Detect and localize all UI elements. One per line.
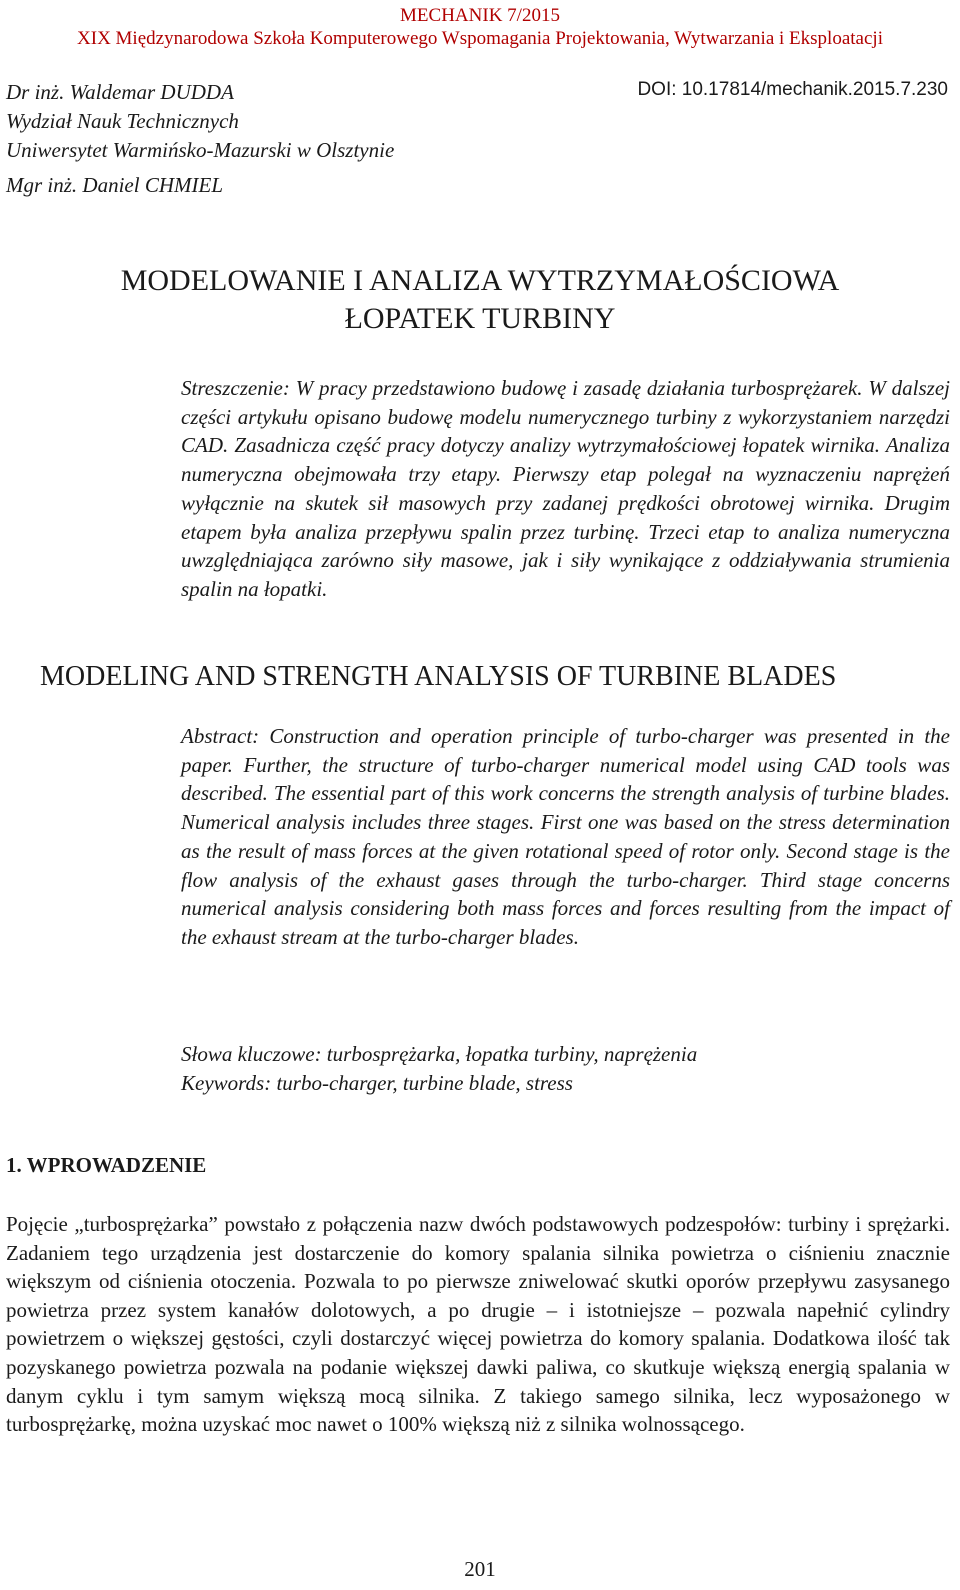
page-number: 201 [464, 1557, 496, 1581]
introduction-paragraph: Pojęcie „turbosprężarka” powstało z połączenia nazw dwóch podstawowych podzespołów: turbiny i sprężarki. Zadaniem tego urządzenia jest dostarczenie do komory spalania silnika powietrza o ciśnieniu znacznie większym od ciśnienia otoczenia. Pozwala to po pierwsze zniwelować skutki oporów przepływu zasysanego powietrza przez system kanałów dolotowych, a po drugie – i istotniejsze – pozwala napełnić cylindry powietrzem o większej gęstości, czyli dostarczyć więcej powietrza do komory spalania. Dodatkowa ilość tak pozyskanego powietrza pozwala na podanie większej dawki paliwa, co skutkuje większą energią spalania w danym cyklu i tym samym większą mocą silnika. Z takiego samego silnika, lecz wyposażonego w turbosprężarkę, można uzyskać moc nawet o 100% większą niż z silnika wolnossącego. [6, 1212, 950, 1437]
title-polish-line-1: MODELOWANIE I ANALIZA WYTRZYMAŁOŚCIOWA [120, 264, 840, 297]
title-english: MODELING AND STRENGTH ANALYSIS OF TURBINE BLADES [40, 661, 837, 692]
abstract-english: Abstract: Construction and operation principle of turbo-charger was presented in the paper. Further, the structure of turbo-charger numerical model using CAD tools was described. The essential part of this work concerns the strength analysis of turbine blades. Numerical analysis includes three stages. First one was based on the stress determination as the result of mass forces at the given rotational speed of rotor only. Second stage is the flow analysis of the exhaust gases through the turbo-charger. Third stage concerns numerical analysis considering both mass forces and forces resulting from the impact of the exhaust stream at the turbo-charger blades. [181, 724, 950, 949]
keywords-english: Keywords: turbo-charger, turbine blade, stress [181, 1071, 573, 1095]
affiliation-faculty: Wydział Nauk Technicznych [6, 109, 239, 133]
affiliation-university: Uniwersytet Warmińsko-Mazurski w Olsztynie [6, 138, 395, 162]
author-2: Mgr inż. Daniel CHMIEL [6, 173, 223, 197]
conference-name: XIX Międzynarodowa Szkoła Komputerowego Wspomagania Projektowania, Wytwarzania i Eksploatacji [77, 28, 883, 49]
journal-header [0, 4, 960, 50]
keywords-polish: Słowa kluczowe: turbosprężarka, łopatka turbiny, naprężenia [181, 1042, 698, 1066]
author-block [6, 78, 394, 200]
keywords-block [181, 1040, 950, 1098]
journal-issue: MECHANIK 7/2015 [400, 5, 560, 26]
doi-identifier: DOI: 10.17814/mechanik.2015.7.230 [637, 79, 948, 100]
author-1: Dr inż. Waldemar DUDDA [6, 80, 234, 104]
abstract-polish: Streszczenie: W pracy przedstawiono budowę i zasadę działania turbosprężarek. W dalszej części artykułu opisano budowę modelu numerycznego turbiny z wykorzystaniem narzędzi CAD. Zasadnicza część pracy dotyczy analizy wytrzymałościowej łopatek wirnika. Analiza numeryczna obejmowała trzy etapy. Pierwszy etap polegał na wyznaczeniu naprężeń wyłącznie na skutek sił masowych przy zadanej prędkości obrotowej wirnika. Drugim etapem była analiza przepływu spalin przez turbinę. Trzeci etap to analiza numeryczna uwzględniająca zarówno siły masowe, jak i siły wynikające z oddziaływania strumienia spalin na łopatki. [181, 376, 950, 601]
title-polish-line-2: ŁOPATEK TURBINY [344, 302, 616, 335]
section-heading-introduction: 1. WPROWADZENIE [6, 1153, 207, 1177]
title-polish [0, 262, 960, 338]
